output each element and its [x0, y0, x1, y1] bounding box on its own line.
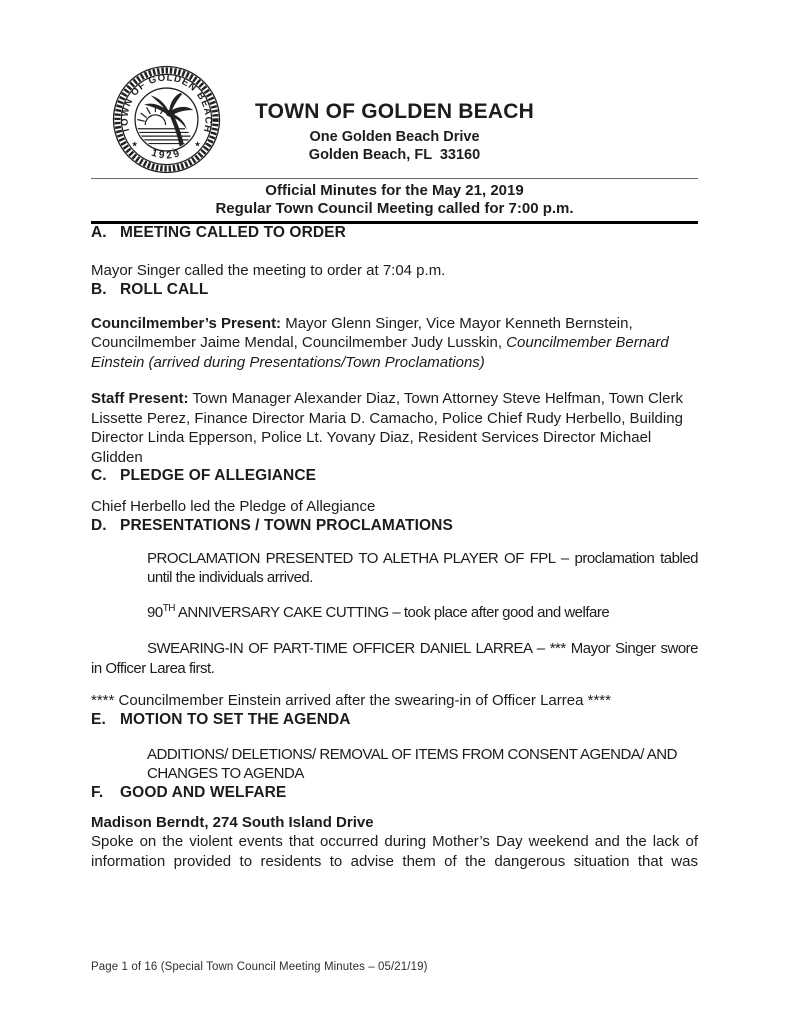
anniversary-item [147, 603, 698, 623]
letterhead [91, 100, 698, 164]
section-letter: F. [91, 783, 104, 801]
seal-star-left-icon: ★ [131, 139, 138, 149]
meeting-called-text: Mayor Singer called the meeting to order at 7:04 p.m. [91, 262, 446, 279]
anniversary-ordinal: TH [162, 602, 176, 614]
section-title: MOTION TO SET THE AGENDA [120, 710, 351, 728]
staff-present-paragraph [91, 389, 698, 467]
section-c-heading [91, 467, 698, 484]
section-a-heading [91, 224, 698, 241]
section-title: PLEDGE OF ALLEGIANCE [120, 467, 317, 484]
agenda-changes-item: ADDITIONS/ DELETIONS/ REMOVAL OF ITEMS FROM CONSENT AGENDA/ AND CHANGES TO AGENDA [147, 745, 677, 782]
minutes-line-1: Official Minutes for the May 21, 2019 [265, 182, 524, 199]
seal-year-text: 1929 [149, 147, 184, 162]
section-letter: D. [91, 516, 107, 534]
section-letter: A. [91, 224, 107, 241]
councilmembers-present-names: Mayor Glenn Singer, Vice Mayor Kenneth Bernstein, Councilmember Jaime Mendal, Councilmember Judy Lusskin, [91, 314, 633, 351]
section-f-heading [91, 784, 698, 801]
minutes-body [91, 224, 698, 871]
org-title: TOWN OF GOLDEN BEACH [255, 100, 534, 123]
staff-present-names: Town Manager Alexander Diaz, Town Attorney Steve Helfman, Town Clerk Lissette Perez, Finance Director Maria D. Camacho, Police Chief Rudy Herbello, Building Director Linda Epperson, Police Lt. Yovany Diaz, Resident Services Director Michael Glidden [91, 390, 683, 466]
minutes-line-2: Regular Town Council Meeting called for 7:00 p.m. [215, 200, 574, 217]
pledge-text: Chief Herbello led the Pledge of Allegiance [91, 498, 376, 515]
anniversary-number: 90 [147, 603, 163, 621]
document-header [0, 0, 791, 178]
section-e-heading [91, 711, 698, 728]
section-letter: E. [91, 710, 106, 728]
section-title: PRESENTATIONS / TOWN PROCLAMATIONS [120, 516, 453, 534]
speaker-name: Madison Berndt, 274 South Island Drive [91, 813, 374, 831]
section-title: MEETING CALLED TO ORDER [120, 224, 346, 241]
seal-ring-text: TOWN OF GOLDEN BEACH [119, 72, 214, 135]
section-title: ROLL CALL [120, 280, 209, 298]
section-title: GOOD AND WELFARE [120, 783, 287, 801]
seal-star-right-icon: ★ [194, 139, 201, 149]
section-b-heading [91, 281, 698, 298]
speaker-statement: Spoke on the violent events that occurred during Mother’s Day weekend and the lack of information provided to residents to advise them of the dangerous situation that was [91, 833, 698, 870]
page-footer [91, 961, 428, 973]
minutes-banner [91, 178, 698, 224]
section-d-heading [91, 517, 698, 534]
einstein-arrival-note: **** Councilmember Einstein arrived after the swearing-in of Officer Larrea **** [91, 692, 611, 709]
proclamation-item: PROCLAMATION PRESENTED TO ALETHA PLAYER OF FPL – proclamation tabled until the individuals arrived. [147, 549, 698, 586]
anniversary-text: ANNIVERSARY CAKE CUTTING – took place after good and welfare [175, 603, 610, 621]
staff-present-label: Staff Present: [91, 390, 189, 407]
councilmembers-present-paragraph [91, 314, 698, 373]
councilmembers-present-label: Councilmember’s Present: [91, 314, 282, 332]
address-line-2: Golden Beach, FL 33160 [308, 147, 481, 163]
councilmember-arrival-note: Councilmember Bernard Einstein (arrived during Presentations/Town Proclamations) [91, 334, 669, 371]
section-letter: C. [91, 467, 107, 484]
page-footer-text: Page 1 of 16 (Special Town Council Meeting Minutes – 05/21/19) [91, 961, 428, 973]
swearing-in-item: SWEARING-IN OF PART-TIME OFFICER DANIEL LARREA – *** Mayor Singer swore in Officer Larea first. [91, 640, 698, 677]
section-letter: B. [91, 280, 107, 298]
address-line-1: One Golden Beach Drive [309, 129, 480, 145]
